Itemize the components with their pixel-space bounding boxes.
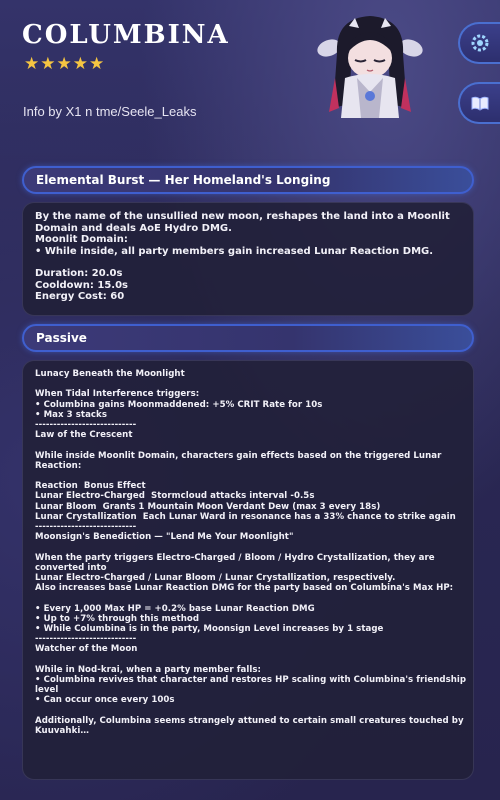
gear-icon — [469, 32, 491, 54]
star-icon: ★ — [24, 54, 40, 74]
spacer — [35, 379, 461, 389]
spacer — [35, 471, 461, 481]
spacer — [35, 655, 461, 665]
spacer — [35, 706, 461, 716]
text-line: Reaction Bonus Effect — [35, 481, 146, 492]
text-line: When Tidal Interference triggers: — [35, 389, 200, 400]
book-icon — [469, 92, 491, 114]
divider-line: ---------------------------- — [35, 420, 137, 430]
text-line: While inside Moonlit Domain, characters gain effects based on the triggered Lunar — [35, 450, 442, 461]
text-line: • While Columbina is in the party, Moonsign Level increases by 1 stage — [35, 624, 384, 634]
settings-button[interactable] — [458, 22, 500, 64]
text-line: Also increases base Lunar Reaction DMG for the party based on Columbina's Max HP: — [35, 583, 454, 594]
text-line: Additionally, Columbina seems strangely attuned to certain small creatures touched by — [35, 715, 464, 726]
divider-line: ---------------------------- — [35, 634, 137, 645]
star-icon: ★ — [56, 54, 72, 74]
rarity-stars — [24, 56, 104, 73]
text-line: • While inside, all party members gain increased Lunar Reaction DMG. — [35, 245, 434, 257]
text-line: Moonsign's Benediction — "Lend Me Your Moonlight" — [35, 532, 294, 543]
text-line: Duration: 20.0s — [35, 268, 123, 279]
character-name: COLUMBINA — [22, 20, 230, 50]
text-line: level — [35, 685, 59, 696]
text-line: • Up to +7% through this method — [35, 613, 200, 624]
text-line: • Can occur once every 100s — [35, 695, 175, 706]
text-line: • Columbina gains Moonmaddened: +5% CRIT Rate for 10s — [35, 399, 323, 410]
text-line: Energy Cost: 60 — [35, 291, 125, 302]
text-line: Lunar Crystallization Each Lunar Ward in resonance has a 33% chance to strike again — [35, 511, 456, 522]
spacer — [35, 593, 461, 603]
book-button[interactable] — [458, 82, 500, 124]
text-line: Lunacy Beneath the Moonlight — [35, 369, 185, 379]
text-line: By the name of the unsullied new moon, reshapes the land into a Moonlit — [35, 211, 450, 222]
spacer — [35, 257, 461, 268]
text-line: Law of the Crescent — [35, 430, 133, 441]
character-header — [0, 0, 500, 160]
passive-panel — [22, 360, 474, 780]
text-line: While in Nod-krai, when a party member falls: — [35, 664, 261, 675]
side-buttons — [458, 22, 500, 142]
section-title: Elemental Burst — Her Homeland's Longing — [36, 173, 331, 187]
section-title: Passive — [36, 331, 87, 345]
spacer — [35, 542, 461, 552]
text-line: When the party triggers Electro-Charged / Bloom / Hydro Crystallization, they are — [35, 552, 435, 563]
spacer — [35, 440, 461, 450]
divider-line: ---------------------------- — [35, 522, 137, 532]
star-icon: ★ — [40, 54, 56, 74]
text-line: converted into — [35, 562, 107, 573]
text-line: Lunar Bloom Grants 1 Mountain Moon Verdant Dew (max 3 every 18s) — [35, 501, 381, 512]
text-line: • Every 1,000 Max HP = +0.2% base Lunar Reaction DMG — [35, 603, 315, 614]
text-line: Kuuvahki… — [35, 726, 89, 736]
elemental-burst-header — [22, 166, 474, 194]
star-icon: ★ — [89, 54, 105, 74]
text-line: Lunar Electro-Charged / Lunar Bloom / Lunar Crystallization, respectively. — [35, 573, 396, 583]
character-portrait — [315, 8, 425, 126]
star-icon: ★ — [72, 54, 88, 74]
text-line: Reaction: — [35, 460, 82, 471]
text-line: • Columbina revives that character and restores HP scaling with Columbina's friendship — [35, 675, 467, 685]
info-credit: Info by X1 n tme/Seele_Leaks — [23, 104, 197, 119]
passive-header — [22, 324, 474, 352]
text-line: Domain and deals AoE Hydro DMG. — [35, 222, 232, 234]
text-line: Cooldown: 15.0s — [35, 279, 128, 291]
text-line: Watcher of the Moon — [35, 644, 138, 655]
elemental-burst-panel — [22, 202, 474, 316]
text-line: Lunar Electro-Charged Stormcloud attacks interval -0.5s — [35, 491, 315, 502]
text-line: • Max 3 stacks — [35, 409, 107, 420]
text-line: Moonlit Domain: — [35, 234, 128, 245]
